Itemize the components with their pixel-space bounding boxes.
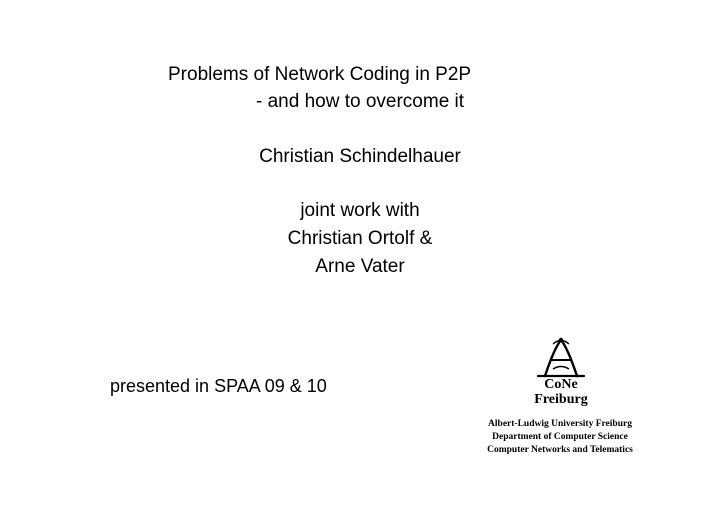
cone-freiburg-logo xyxy=(520,336,602,410)
author-name: Christian Schindelhauer xyxy=(259,146,461,167)
logo-text-freiburg: Freiburg xyxy=(534,392,588,407)
affiliation-group: Computer Networks and Telematics xyxy=(487,445,633,455)
logo-text-cone: CoNe xyxy=(544,377,578,392)
coauthor-2: Arne Vater xyxy=(315,256,405,277)
title-line-2: - and how to overcome it xyxy=(256,91,465,112)
presented-note: presented in SPAA 09 & 10 xyxy=(110,376,327,396)
title-line-1: Problems of Network Coding in P2P xyxy=(168,64,472,85)
cone-tower-icon xyxy=(520,336,602,378)
affiliation-university: Albert-Ludwig University Freiburg xyxy=(488,419,632,429)
coauthors-intro: joint work with xyxy=(300,200,420,221)
affiliation-department: Department of Computer Science xyxy=(492,432,628,442)
coauthor-1: Christian Ortolf & xyxy=(287,228,433,249)
